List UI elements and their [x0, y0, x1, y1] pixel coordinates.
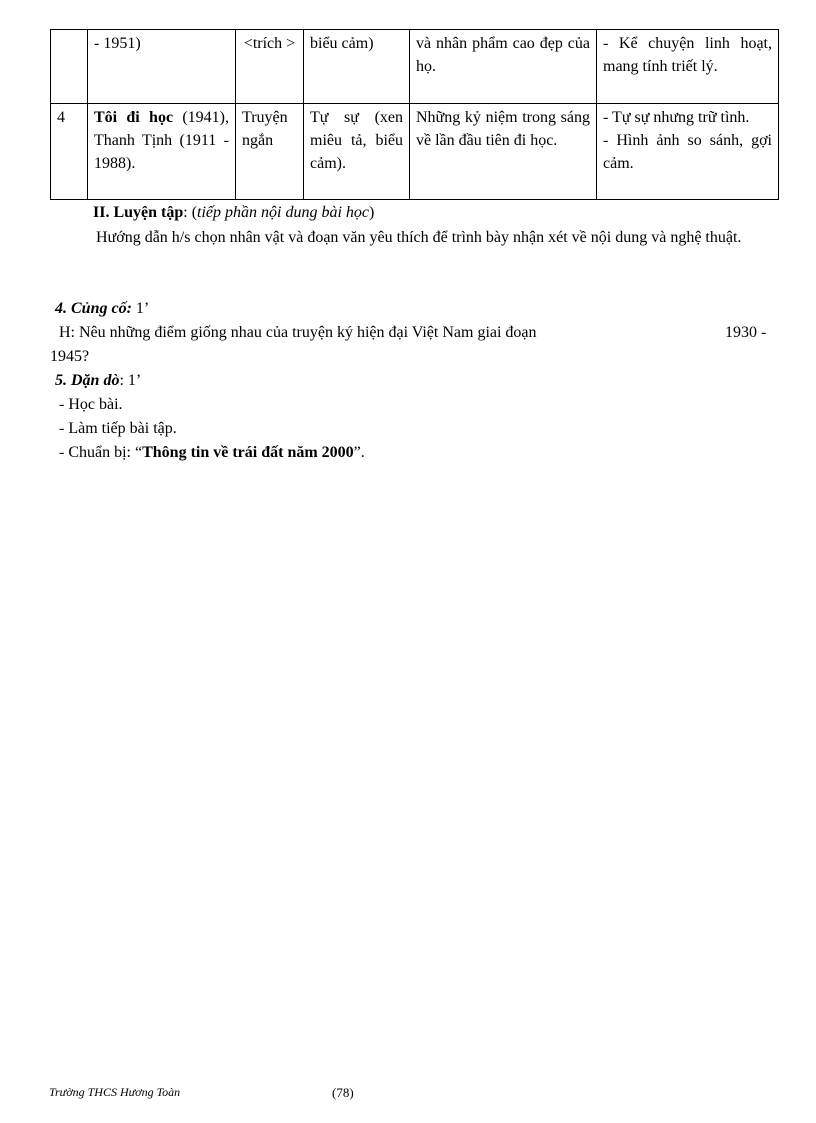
homework-item: - Chuẩn bị: “Thông tin về trái đất năm 2000”. — [59, 444, 365, 461]
cell-method: biểu cảm) — [304, 30, 410, 104]
consolidate-heading: 4. Củng cố: — [55, 300, 132, 317]
homework-item: - Học bài. — [59, 396, 123, 413]
cell-genre: <trích > — [236, 30, 304, 104]
next-lesson-title: Thông tin về trái đất năm 2000 — [142, 444, 354, 461]
table-row — [51, 30, 779, 104]
cell-art: - Kể chuyện linh hoạt, mang tính triết lý. — [597, 30, 779, 104]
literature-table — [50, 29, 779, 200]
cell-author: - 1951) — [88, 30, 236, 104]
consolidate-heading-line: 4. Củng cố: 1’ — [55, 300, 150, 317]
practice-heading-line: II. Luyện tập: (tiếp phần nội dung bài học) — [93, 204, 375, 221]
cell-author: Tôi đi học (1941), Thanh Tịnh (1911 - 1988). — [88, 104, 236, 200]
work-title: Tôi đi học — [94, 109, 174, 126]
consolidate-question-end: 1945? — [50, 348, 90, 365]
footer-school: Trường THCS Hương Toàn — [49, 1085, 181, 1099]
table-row — [51, 104, 779, 200]
consolidate-question-years: 1930 - — [725, 324, 767, 341]
practice-instruction: Hướng dẫn h/s chọn nhân vật và đoạn văn yêu thích để trình bày nhận xét về nội dung và nghệ thuật. — [96, 229, 742, 246]
practice-note: tiếp phần nội dung bài học — [197, 204, 370, 221]
cell-method: Tự sự (xen miêu tả, biểu cảm). — [304, 104, 410, 200]
art-point: - Tự sự nhưng trữ tình. — [603, 109, 750, 126]
cell-content: và nhân phẩm cao đẹp của họ. — [410, 30, 597, 104]
cell-no: 4 — [51, 104, 88, 200]
page-number: (78) — [332, 1085, 354, 1100]
cell-content: Những kỷ niệm trong sáng về lần đầu tiên đi học. — [410, 104, 597, 200]
cell-art — [597, 104, 779, 200]
practice-heading: II. Luyện tập — [93, 204, 184, 221]
homework-item: - Làm tiếp bài tập. — [59, 420, 177, 437]
homework-heading: 5. Dặn dò — [55, 372, 120, 389]
cell-no — [51, 30, 88, 104]
art-point: - Hình ảnh so sánh, gợi cảm. — [603, 132, 772, 172]
cell-genre: Truyện ngắn — [236, 104, 304, 200]
homework-heading-line: 5. Dặn dò: 1’ — [55, 372, 142, 389]
consolidate-question: H: Nêu những điểm giống nhau của truyện ký hiện đại Việt Nam giai đoạn — [59, 324, 537, 341]
